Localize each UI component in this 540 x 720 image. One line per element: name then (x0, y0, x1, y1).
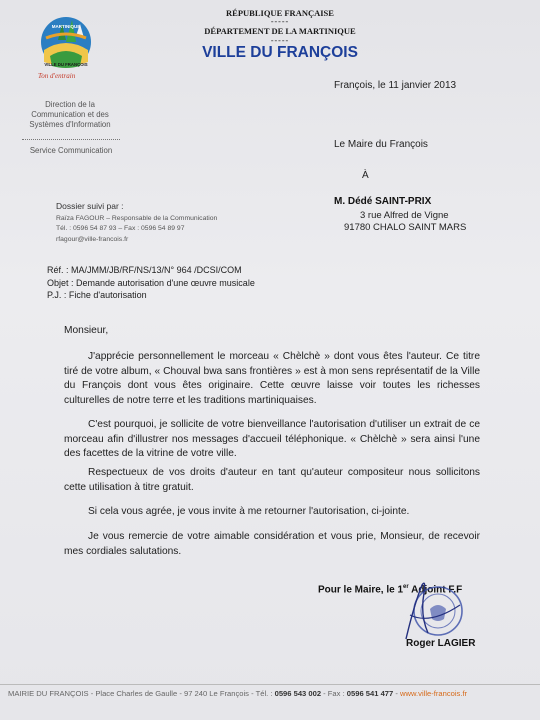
direction-line-3: Systèmes d'Information (29, 120, 111, 129)
sender-a: À (362, 170, 369, 181)
logo-bottom-text: VILLE DU FRANÇOIS (44, 62, 88, 67)
official-stamp (400, 575, 470, 645)
header-republic: RÉPUBLIQUE FRANÇAISE (226, 8, 334, 18)
dossier-line-2: Tél. : 0596 54 87 93 – Fax : 0596 54 89 97 (56, 225, 185, 232)
signature-suffix: Adjoint F.F (408, 584, 463, 596)
recipient-street: 3 rue Alfred de Vigne (360, 210, 449, 221)
letter-paragraph-2: C'est pourquoi, je sollicite de votre bienveillance l'autorisation d'utiliser un extrait de ce morceau afin d'illustrer nos messages d'accueil téléphonique. « Chèlchè » sera ainsi l'une des facettes de la vitrine de votre ville. (64, 419, 480, 459)
logo-top-text: MARTINIQUE (51, 24, 81, 29)
footer-website-link[interactable]: www.ville-francois.fr (400, 689, 468, 698)
footer-fax-label: - Fax : (321, 689, 347, 698)
objet-line: Objet : Demande autorisation d'une œuvre musicale (47, 278, 255, 288)
dossier-line-3: rfagour@ville-francois.fr (56, 236, 129, 243)
footer-address: MAIRIE DU FRANÇOIS - Place Charles de Gaulle - 97 240 Le François - Tél. : (8, 689, 275, 698)
dossier-line-1: Raïza FAGOUR – Responsable de la Communication (56, 215, 218, 222)
header-dashes-1: ----- (270, 17, 290, 26)
ref-line: Réf. : MA/JMM/JB/RF/NS/13/N° 964 /DCSI/COM (47, 265, 242, 275)
date-line: François, le 11 janvier 2013 (334, 80, 457, 91)
recipient-name: M. Dédé SAINT-PRIX (334, 196, 432, 207)
letter-salutation: Monsieur, (64, 325, 109, 336)
signature-sup: er (403, 584, 409, 590)
header-department: DÉPARTEMENT DE LA MARTINIQUE (204, 26, 356, 36)
signature-prefix: Pour le Maire, le 1 (318, 584, 404, 596)
direction-line-1: Direction de la (45, 100, 95, 109)
direction-divider (22, 139, 120, 140)
footer-tel: 0596 543 002 (274, 689, 322, 698)
direction-line-2: Communication et des (31, 110, 109, 119)
sender-title: Le Maire du François (334, 139, 428, 150)
header-dashes-2: ----- (270, 36, 290, 45)
pj-line: P.J. : Fiche d'autorisation (47, 290, 147, 300)
letter-paragraph-5: Je vous remercie de votre aimable considération et vous prie, Monsieur, de recevoir mes cordiales salutations. (64, 531, 480, 557)
recipient-city: 91780 CHALO SAINT MARS (344, 222, 467, 233)
letter-paragraph-3: Respectueux de vos droits d'auteur en tant qu'auteur compositeur nous sollicitons cette utilisation à titre gratuit. (64, 467, 480, 493)
footer-sep: - (393, 689, 400, 698)
stamp-seal (400, 575, 470, 645)
footer-fax: 0596 541 477 (346, 689, 394, 698)
signatory-name: Roger LAGIER (406, 638, 476, 649)
letter-paragraph-4: Si cela vous agrée, je vous invite à me retourner l'autorisation, ci-jointe. (88, 506, 410, 517)
dossier-label: Dossier suivi par : (56, 201, 124, 211)
direction-block (20, 100, 120, 130)
header-city: VILLE DU FRANÇOIS (202, 44, 358, 61)
footer (8, 689, 467, 698)
service-label: Service Communication (29, 146, 113, 155)
logo-tagline: Ton d'entrain (38, 72, 76, 80)
letter-paragraph-1: J'apprécie personnellement le morceau « Chèlchè » dont vous êtes l'auteur. Ce titre tiré de votre album, « Chouval bwa sans frontières » est à mon sens représentatif de la Ville du François dont vous êtes originaire. Cette œuvre laisse voir toutes les richesses culturelles de notre terre et les traditions martiniquaises. (64, 351, 480, 406)
city-logo (36, 10, 100, 88)
footer-divider (0, 684, 540, 685)
